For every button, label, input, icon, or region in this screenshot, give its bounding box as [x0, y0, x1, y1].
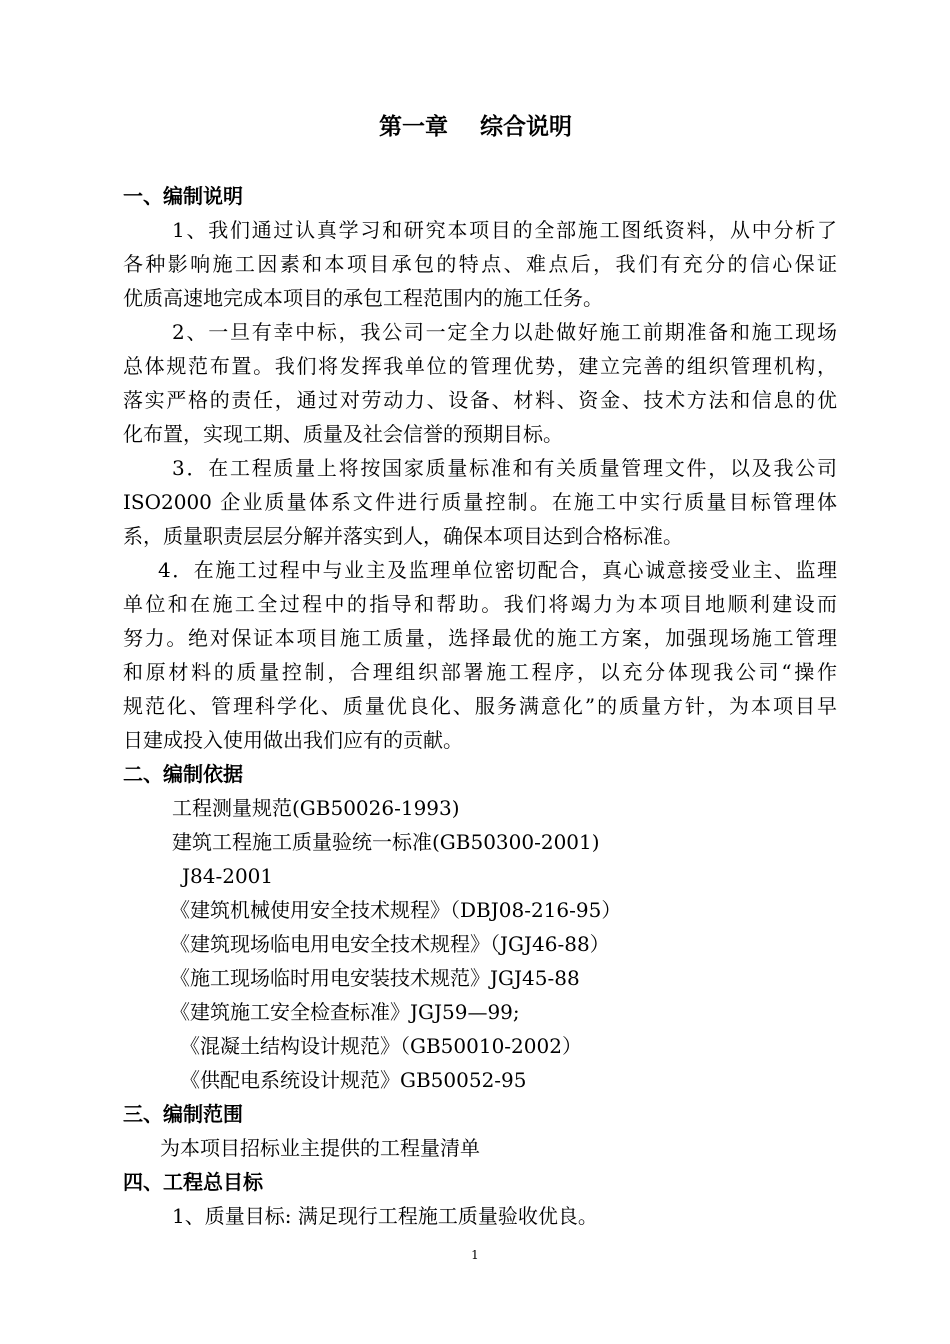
paragraph-line: 4．在施工过程中与业主及监理单位密切配合，真心诚意接受业主、监理 — [158, 558, 837, 582]
page-number: 1 — [471, 1248, 479, 1262]
paragraph-line: 努力。绝对保证本项目施工质量，选择最优的施工方案，加强现场施工管理 — [123, 626, 837, 650]
paragraph-line: 1、我们通过认真学习和研究本项目的全部施工图纸资料，从中分析了 — [172, 218, 837, 242]
chapter-title: 第一章 综合说明 — [379, 114, 573, 140]
section-heading-2: 二、编制依据 — [123, 762, 243, 786]
reference-item: 《供配电系统设计规范》GB50052-95 — [180, 1068, 527, 1092]
paragraph-line: 规范化、管理科学化、质量优良化、服务满意化”的质量方针，为本项目早 — [123, 694, 837, 718]
reference-item: 《施工现场临时用电安装技术规范》JGJ45-88 — [170, 966, 580, 990]
paragraph-line: 系，质量职责层层分解并落实到人，确保本项目达到合格标准。 — [123, 524, 683, 548]
reference-item: J84-2001 — [182, 864, 274, 888]
paragraph-line: 2、一旦有幸中标，我公司一定全力以赴做好施工前期准备和施工现场 — [172, 320, 837, 344]
section-heading-3: 三、编制范围 — [123, 1102, 243, 1126]
paragraph-line: 化布置，实现工期、质量及社会信誉的预期目标。 — [123, 422, 563, 446]
goal-item: 1、质量目标: 满足现行工程施工质量验收优良。 — [172, 1204, 598, 1228]
paragraph-line: 日建成投入使用做出我们应有的贡献。 — [123, 728, 463, 752]
paragraph-line: 优质高速地完成本项目的承包工程范围内的施工任务。 — [123, 286, 603, 310]
reference-item: 《建筑机械使用安全技术规程》（DBJ08-216-95） — [170, 898, 622, 922]
reference-item: 《建筑施工安全检查标准》JGJ59—99; — [170, 1000, 520, 1024]
paragraph-line: 3．在工程质量上将按国家质量标准和有关质量管理文件，以及我公司 — [172, 456, 837, 480]
paragraph-line: 和原材料的质量控制，合理组织部署施工程序，以充分体现我公司“操作 — [123, 660, 837, 684]
paragraph-line: 总体规范布置。我们将发挥我单位的管理优势，建立完善的组织管理机构， — [123, 354, 837, 378]
scope-item: 为本项目招标业主提供的工程量清单 — [160, 1136, 480, 1160]
paragraph-line: 落实严格的责任，通过对劳动力、设备、材料、资金、技术方法和信息的优 — [123, 388, 837, 412]
reference-item: 《建筑现场临电用电安全技术规程》（JGJ46-88） — [170, 932, 610, 956]
paragraph-line: ISO2000 企业质量体系文件进行质量控制。在施工中实行质量目标管理体 — [123, 490, 837, 514]
section-heading-4: 四、工程总目标 — [123, 1170, 263, 1194]
reference-item: 《混凝土结构设计规范》（GB50010-2002） — [180, 1034, 582, 1058]
reference-item: 建筑工程施工质量验统一标准(GB50300-2001) — [172, 830, 600, 854]
paragraph-line: 各种影响施工因素和本项目承包的特点、难点后，我们有充分的信心保证 — [123, 252, 837, 276]
paragraph-line: 单位和在施工全过程中的指导和帮助。我们将竭力为本项目地顺利建设而 — [123, 592, 837, 616]
reference-item: 工程测量规范(GB50026-1993) — [172, 796, 460, 820]
section-heading-1: 一、编制说明 — [123, 184, 243, 208]
